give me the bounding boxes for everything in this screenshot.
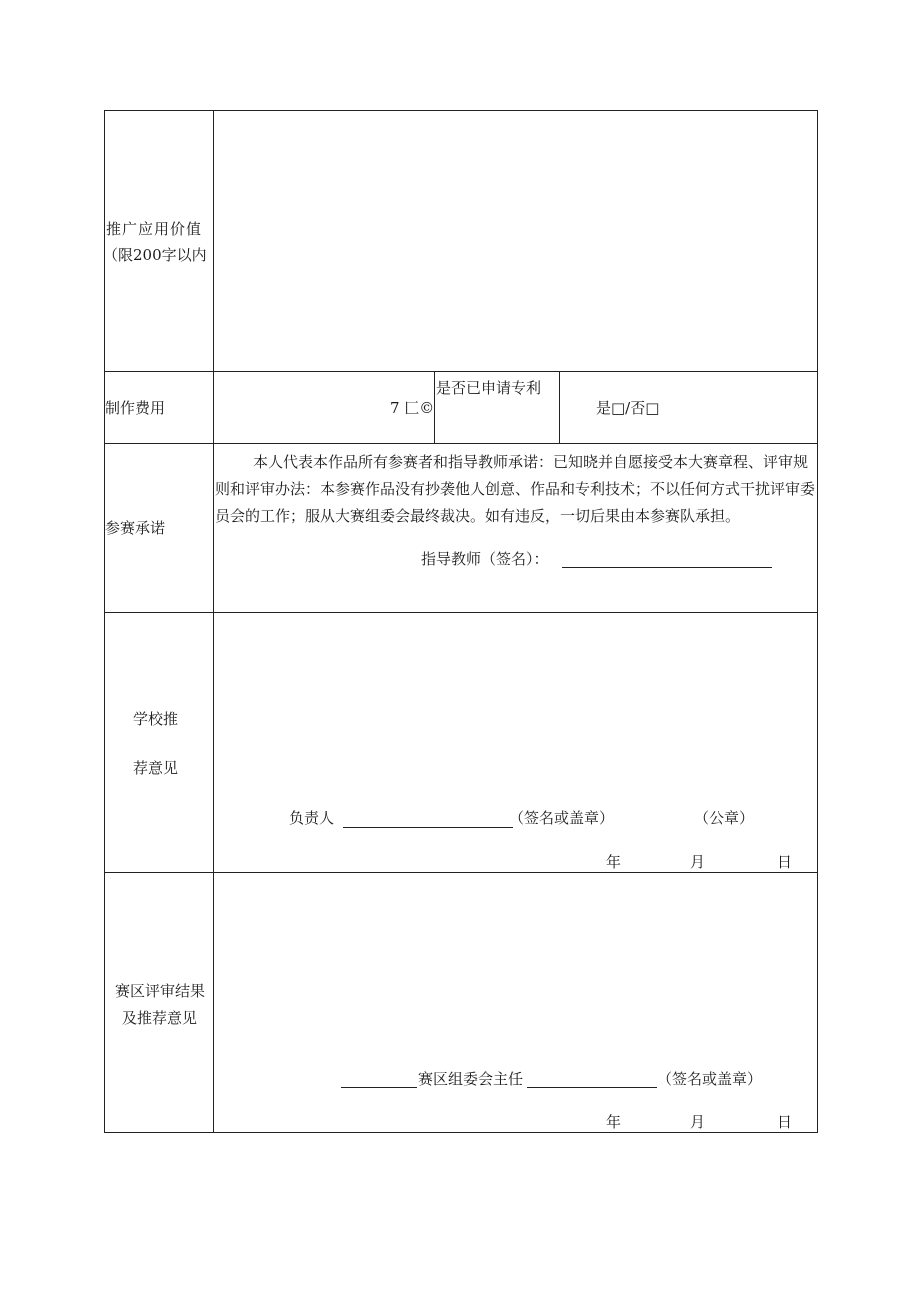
school-label-line2: 荐意见 (133, 759, 179, 777)
commitment-label: 参赛承诺 (105, 519, 166, 537)
label-column-divider (213, 111, 214, 1132)
teacher-sign-line[interactable] (562, 567, 772, 568)
promotion-content-area[interactable] (215, 113, 815, 369)
promotion-label-line1: 推广应用价值 (106, 220, 203, 238)
teacher-sign-label: 指导教师（签名）： (421, 550, 549, 568)
row-divider (105, 443, 817, 444)
region-director-label: 赛区组委会主任 (418, 1070, 524, 1088)
school-responsible-label: 负责人 (289, 809, 335, 827)
row-divider (105, 371, 817, 372)
school-responsible-sign-line[interactable] (343, 827, 513, 828)
region-label-line2: 及推荐意见 (122, 1009, 198, 1027)
region-date-day: 日 (777, 1113, 793, 1131)
school-sign-note: （签名或盖章） (509, 809, 615, 827)
region-date-month: 月 (690, 1113, 706, 1131)
school-date-year: 年 (606, 853, 622, 871)
row-divider (105, 612, 817, 613)
patent-label: 是否已申请专利 (436, 379, 542, 397)
commitment-text: 本人代表本作品所有参赛者和指导教师承诺：已知晓并自愿接受本大赛章程、评审规则和评审办法：本参赛作品没有抄袭他人创意、作品和专利技术；不以任何方式干扰评审委员会的工作；服从大赛组委会最终裁决。如有违反，一切后果由本参赛队承担。 (215, 453, 816, 525)
row-divider (105, 872, 817, 873)
school-date-month: 月 (690, 853, 706, 871)
cost-value[interactable]: 7 匚© (390, 399, 435, 417)
promotion-label-line2: （限200字以内 (103, 246, 207, 264)
school-seal-note: （公章） (694, 809, 755, 827)
school-date-day: 日 (777, 853, 793, 871)
region-pre-sign-line[interactable] (341, 1087, 417, 1088)
school-label-line1: 学校推 (133, 710, 179, 728)
cost-label: 制作费用 (105, 399, 166, 417)
region-sign-note: （签名或盖章） (657, 1070, 763, 1088)
application-form-table (104, 110, 818, 1133)
patent-column-divider (559, 371, 560, 443)
region-director-sign-line[interactable] (527, 1087, 657, 1088)
region-label-line1: 赛区评审结果 (115, 982, 206, 1000)
patent-options[interactable]: 是□/否□ (596, 399, 660, 417)
region-date-year: 年 (606, 1113, 622, 1131)
